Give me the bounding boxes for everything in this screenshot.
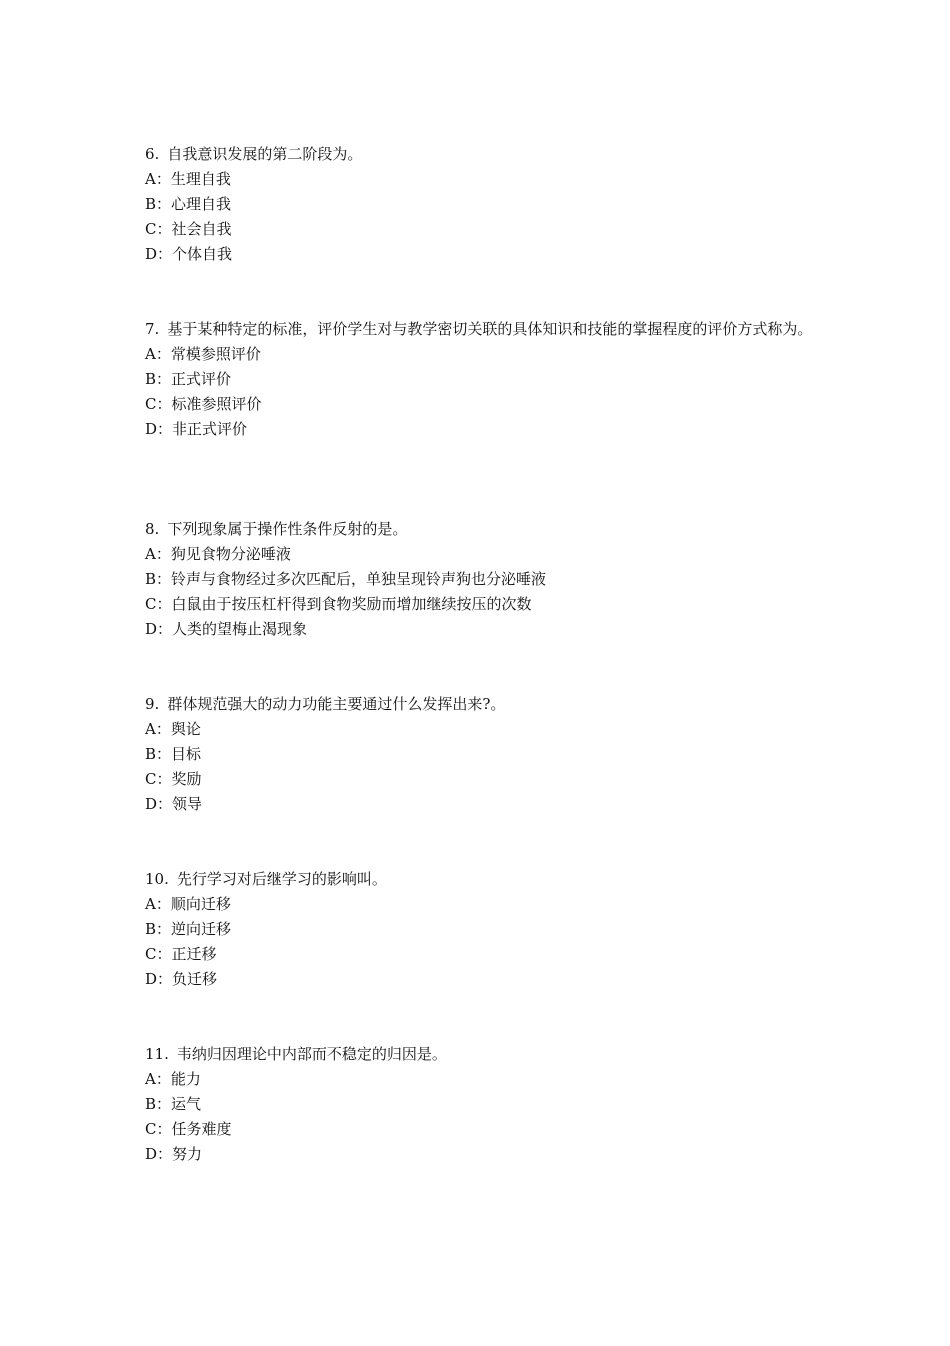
- option-d: D：领导: [145, 795, 203, 813]
- option-d: D：努力: [145, 1145, 203, 1163]
- option-a: A：常模参照评价: [145, 345, 261, 363]
- option-b: B：正式评价: [145, 370, 232, 388]
- option-d: D：非正式评价: [145, 420, 248, 438]
- option-a: A：顺向迁移: [145, 895, 231, 913]
- option-a: A：狗见食物分泌唾液: [145, 545, 291, 563]
- option-d: D：人类的望梅止渴现象: [145, 620, 308, 638]
- option-a: A：生理自我: [145, 170, 231, 188]
- option-b: B：目标: [145, 745, 202, 763]
- question-text: 基于某种特定的标准，评价学生对与教学密切关联的具体知识和技能的掌握程度的评价方式称为。: [167, 320, 813, 338]
- question-10: [145, 867, 825, 992]
- option-c: C：正迁移: [145, 945, 217, 963]
- question-number: 8.: [145, 520, 160, 538]
- option-b: B：逆向迁移: [145, 920, 232, 938]
- question-9: [145, 692, 825, 817]
- question-number: 10.: [145, 870, 169, 888]
- question-stem: [145, 1042, 825, 1067]
- option-a: A：能力: [145, 1070, 201, 1088]
- question-text: 自我意识发展的第二阶段为。: [167, 145, 363, 163]
- question-text: 群体规范强大的动力功能主要通过什么发挥出来?。: [167, 695, 506, 713]
- question-stem: [145, 317, 825, 342]
- option-c: C：任务难度: [145, 1120, 232, 1138]
- option-c: C：白鼠由于按压杠杆得到食物奖励而增加继续按压的次数: [145, 595, 532, 613]
- question-text: 先行学习对后继学习的影响叫。: [176, 870, 387, 888]
- question-number: 11.: [145, 1045, 169, 1063]
- question-number: 7.: [145, 320, 160, 338]
- option-c: C：社会自我: [145, 220, 232, 238]
- option-b: B：心理自我: [145, 195, 232, 213]
- option-b: B：运气: [145, 1095, 202, 1113]
- option-d: D：负迁移: [145, 970, 218, 988]
- option-c: C：标准参照评价: [145, 395, 262, 413]
- question-text: 韦纳归因理论中内部而不稳定的归因是。: [176, 1045, 447, 1063]
- question-stem: [145, 692, 825, 717]
- question-text: 下列现象属于操作性条件反射的是。: [167, 520, 408, 538]
- question-6: [145, 142, 825, 267]
- option-b: B：铃声与食物经过多次匹配后，单独呈现铃声狗也分泌唾液: [145, 570, 547, 588]
- question-8: [145, 517, 825, 642]
- question-number: 6.: [145, 145, 160, 163]
- question-7: [145, 317, 825, 442]
- question-stem: [145, 517, 825, 542]
- question-11: [145, 1042, 825, 1167]
- option-d: D：个体自我: [145, 245, 233, 263]
- question-number: 9.: [145, 695, 160, 713]
- option-a: A：舆论: [145, 720, 201, 738]
- question-stem: [145, 867, 825, 892]
- question-stem: [145, 142, 825, 167]
- option-c: C：奖励: [145, 770, 202, 788]
